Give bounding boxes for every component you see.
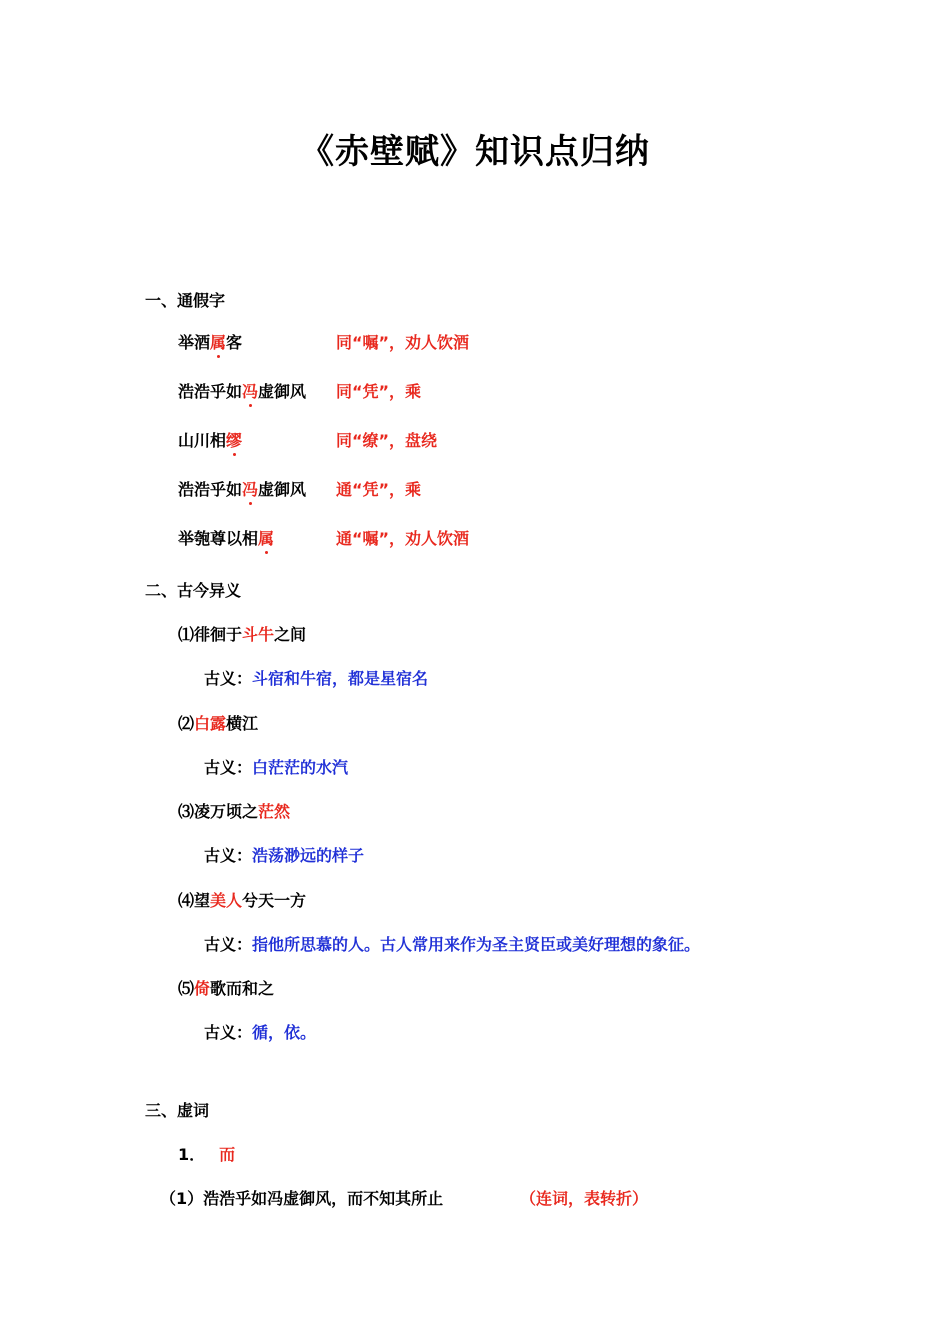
gujin-key-word: 茫然 [258,802,291,821]
gujin-meaning: 古义：白茫茫的水汽 [204,758,349,777]
gujin-key-word: 美人 [210,891,243,910]
gujin-meaning: 古义：浩荡渺远的样子 [204,846,365,865]
tongjia-example: 举匏尊以相属 [178,529,275,548]
tongjia-key-char: 属 [210,333,227,352]
gujin-example: ⑸倚歌而和之 [178,979,275,998]
xuci-word: 而 [219,1145,236,1164]
tongjia-key-char: 冯 [242,382,259,401]
gujin-example: ⑴徘徊于斗牛之间 [178,625,307,644]
xuci-example: （1）浩浩乎如冯虚御风，而不知其所止 [160,1189,444,1208]
tongjia-note: 同“缭”，盘绕 [336,431,438,450]
section-heading-tongjiazi: 一、通假字 [145,291,226,310]
page-title: 《赤壁赋》知识点归纳 [300,132,650,172]
tongjia-example: 浩浩乎如冯虚御风 [178,480,307,499]
tongjia-note: 同“凭”，乘 [336,382,422,401]
tongjia-note: 通“凭”，乘 [336,480,422,499]
tongjia-note: 同“嘱”，劝人饮酒 [336,333,470,352]
xuci-note: （连词，表转折） [520,1189,649,1208]
gujin-example: ⑵白露横江 [178,714,259,733]
tongjia-key-char: 属 [258,529,275,548]
tongjia-example: 山川相缪 [178,431,243,450]
section-heading-gujinyiyi: 二、古今异义 [145,581,242,600]
section-heading-xuci: 三、虚词 [145,1101,210,1120]
gujin-key-word: 白露 [194,714,227,733]
gujin-key-word: 倚 [194,979,211,998]
tongjia-example: 浩浩乎如冯虚御风 [178,382,307,401]
gujin-meaning: 古义：指他所思慕的人。古人常用来作为圣主贤臣或美好理想的象征。 [204,935,701,954]
gujin-example: ⑷望美人兮天一方 [178,891,307,910]
tongjia-example: 举酒属客 [178,333,243,352]
gujin-example: ⑶凌万顷之茫然 [178,802,291,821]
gujin-meaning: 古义：斗宿和牛宿，都是星宿名 [204,669,429,688]
tongjia-key-char: 缪 [226,431,243,450]
xuci-subheading: 1． 而 [178,1145,236,1164]
gujin-meaning: 古义：循，依。 [204,1023,317,1042]
tongjia-key-char: 冯 [242,480,259,499]
gujin-key-word: 斗牛 [242,625,275,644]
tongjia-note: 通“嘱”，劝人饮酒 [336,529,470,548]
